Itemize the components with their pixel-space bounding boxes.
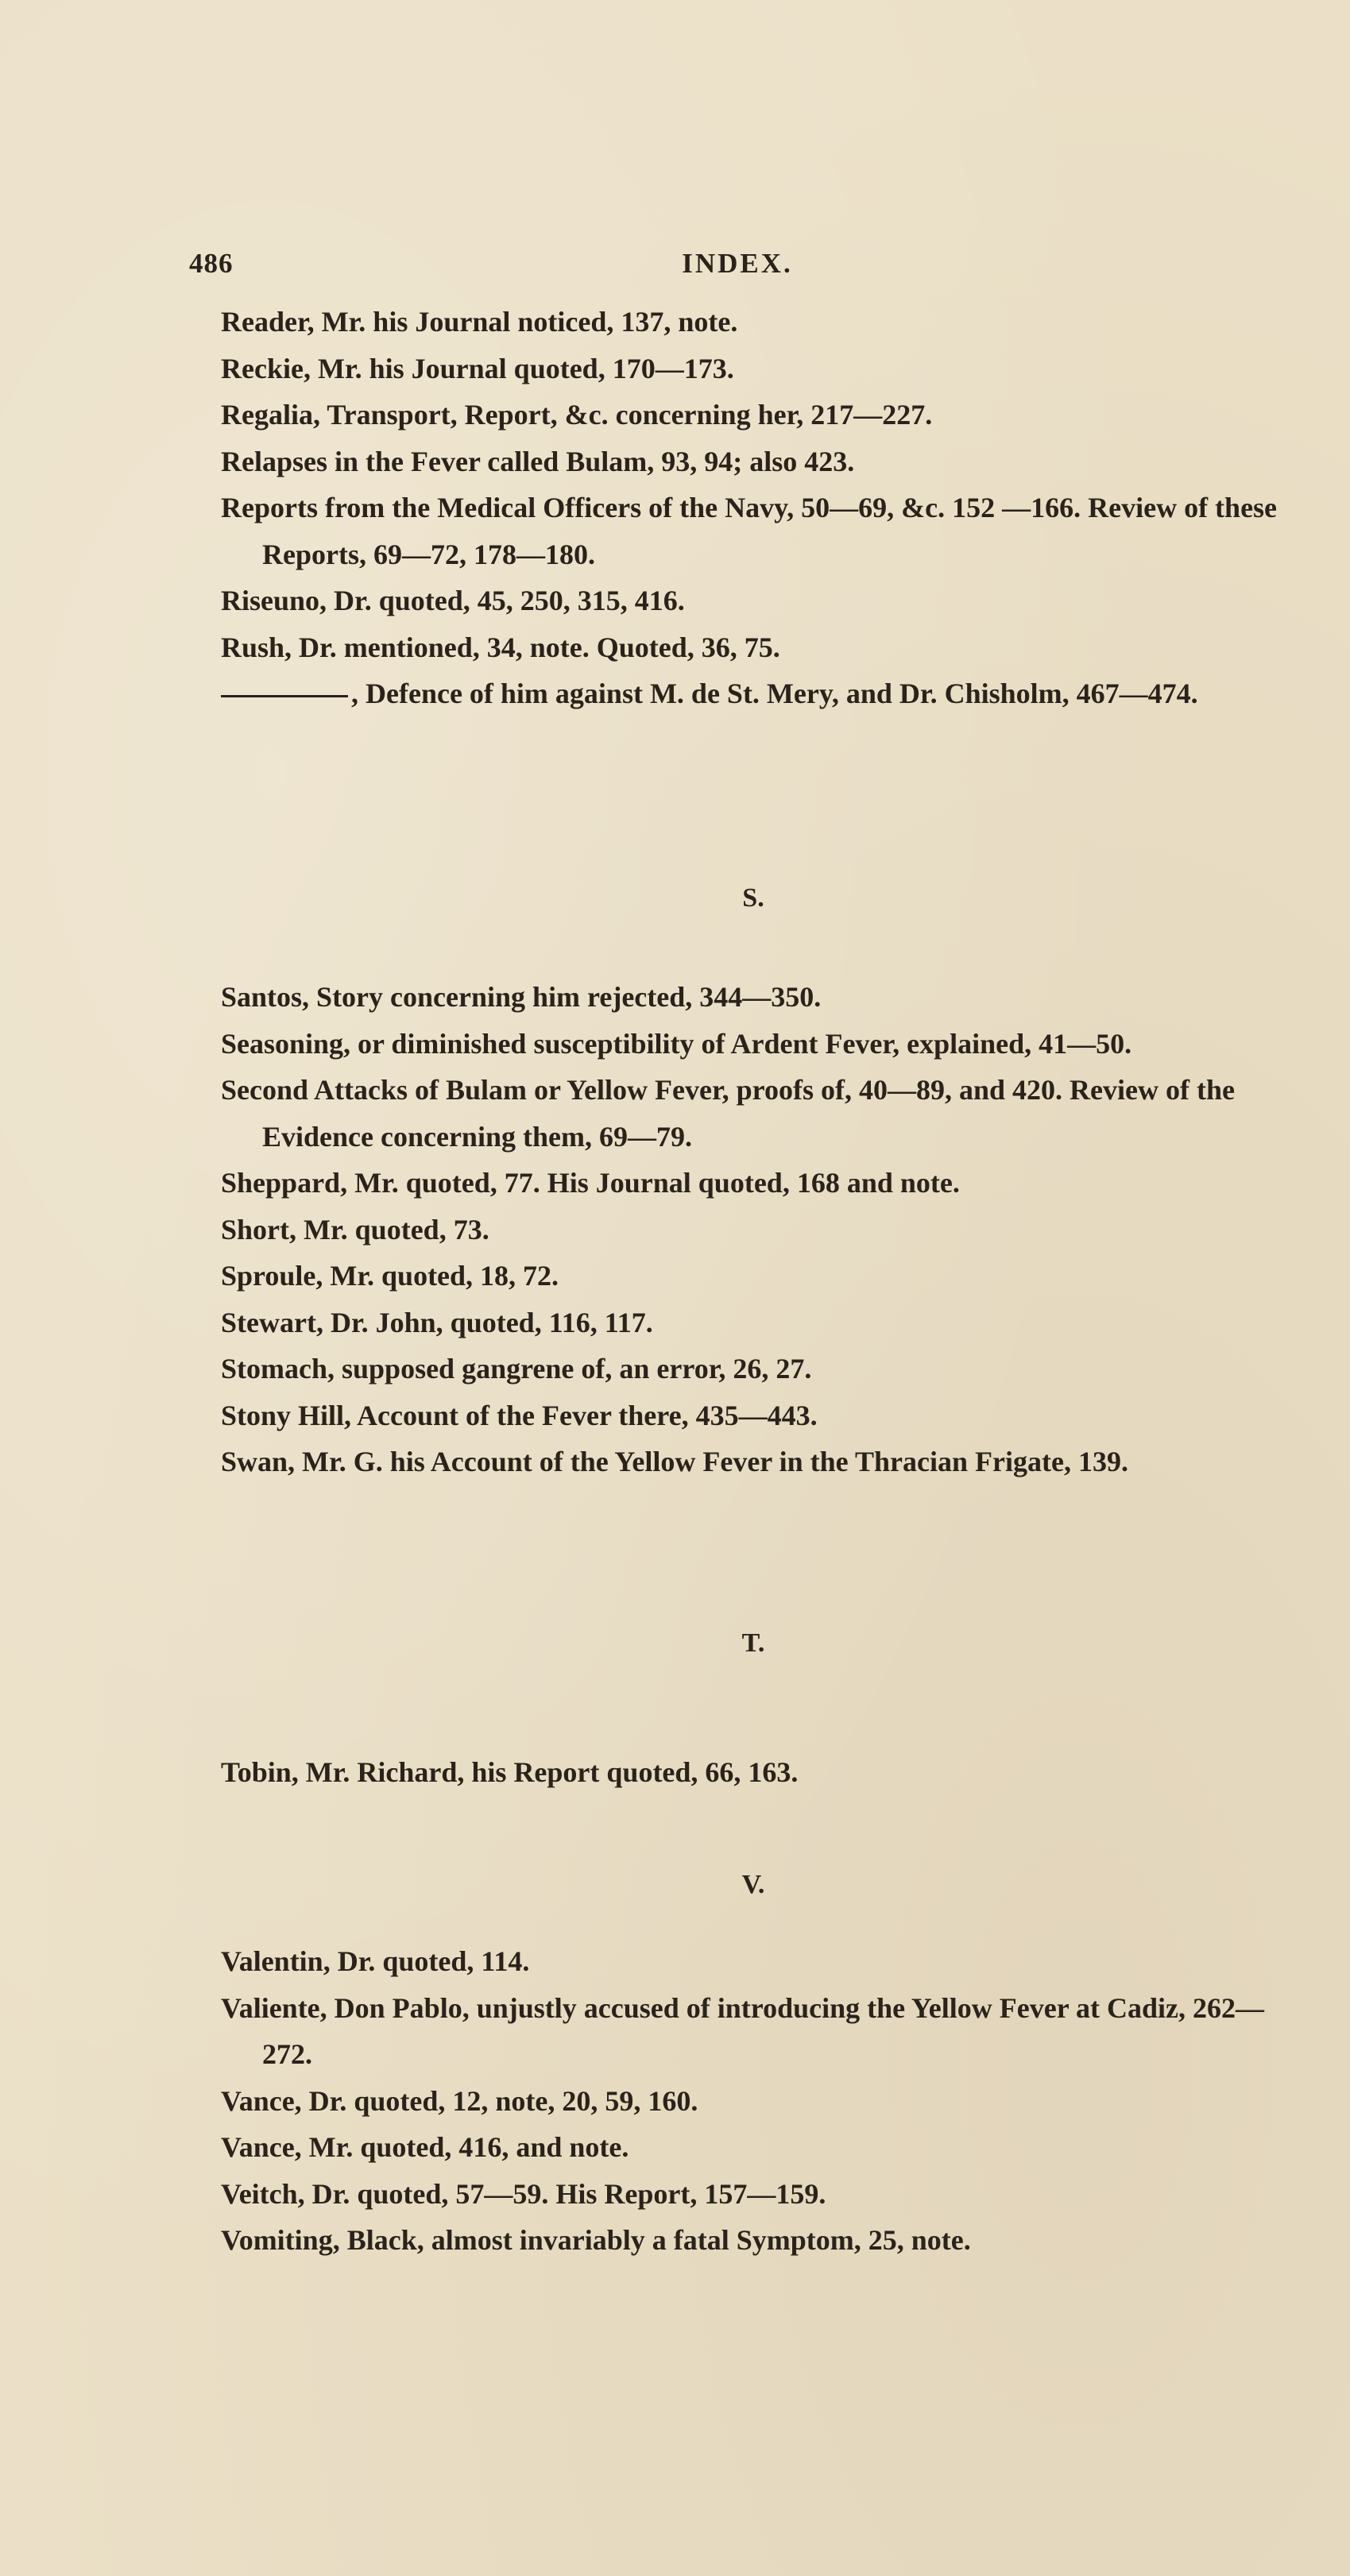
section-letter-t: T.: [741, 1628, 765, 1658]
index-entry: Reckie, Mr. his Journal quoted, 170—173.: [221, 352, 734, 384]
index-entry: Relapses in the Fever called Bulam, 93, 94; also 423.: [221, 445, 855, 477]
index-entry: Valentin, Dr. quoted, 114.: [221, 1945, 530, 1977]
index-entry-continuation: [221, 670, 1286, 717]
index-section-t: [221, 1749, 1286, 1796]
index-entry: Short, Mr. quoted, 73.: [221, 1213, 489, 1246]
index-entry: Stony Hill, Account of the Fever there, 435—443.: [221, 1399, 818, 1431]
index-entry: Rush, Dr. mentioned, 34, note. Quoted, 36, 75.: [221, 631, 780, 663]
index-entry: Sproule, Mr. quoted, 18, 72.: [221, 1260, 559, 1292]
index-entry: Sheppard, Mr. quoted, 77. His Journal quoted, 168 and note.: [221, 1167, 960, 1199]
section-letter-v: V.: [741, 1870, 765, 1899]
index-entry: Vance, Mr. quoted, 416, and note.: [221, 2131, 629, 2163]
running-title: INDEX.: [682, 248, 793, 279]
index-entry: Seasoning, or diminished susceptibility of Ardent Fever, explained, 41—50.: [221, 1027, 1132, 1060]
page-header: [189, 248, 1286, 295]
index-entry: Tobin, Mr. Richard, his Report quoted, 66, 163.: [221, 1756, 799, 1788]
index-entry: Veitch, Dr. quoted, 57—59. His Report, 157—159.: [221, 2177, 826, 2210]
index-entry: Swan, Mr. G. his Account of the Yellow Fever in the Thracian Frigate, 139.: [221, 1446, 1128, 1477]
index-section-v: [221, 1938, 1286, 2264]
ditto-rule: [221, 695, 348, 697]
index-section-r: [221, 299, 1286, 717]
index-entry-text: , Defence of him against M. de St. Mery, and Dr. Chisholm, 467—474.: [351, 678, 1198, 709]
index-entry: Vance, Dr. quoted, 12, note, 20, 59, 160.: [221, 2084, 698, 2117]
index-entry: Riseuno, Dr. quoted, 45, 250, 315, 416.: [221, 585, 685, 616]
index-entry: Reports from the Medical Officers of the Navy, 50—69, &c. 152 —166. Review of these Reports, 69—72, 178—180.: [221, 492, 1278, 570]
section-letter-s: S.: [742, 883, 764, 913]
index-entry: Stomach, supposed gangrene of, an error, 26, 27.: [221, 1353, 812, 1385]
page-number: 486: [189, 248, 234, 279]
index-entry: Valiente, Don Pablo, unjustly accused of introducing the Yellow Fever at Cadiz, 262—272.: [221, 1991, 1265, 2070]
index-section-s: [221, 974, 1286, 1485]
index-entry: Stewart, Dr. John, quoted, 116, 117.: [221, 1306, 653, 1338]
index-entry: Second Attacks of Bulam or Yellow Fever, proofs of, 40—89, and 420. Review of the Evidence concerning them, 69—79.: [221, 1074, 1235, 1153]
index-entry: Santos, Story concerning him rejected, 344—350.: [221, 981, 822, 1013]
index-entry: Vomiting, Black, almost invariably a fatal Symptom, 25, note.: [221, 2224, 971, 2256]
index-entry: Reader, Mr. his Journal noticed, 137, note.: [221, 306, 738, 338]
index-entry: Regalia, Transport, Report, &c. concerning her, 217—227.: [221, 399, 933, 431]
